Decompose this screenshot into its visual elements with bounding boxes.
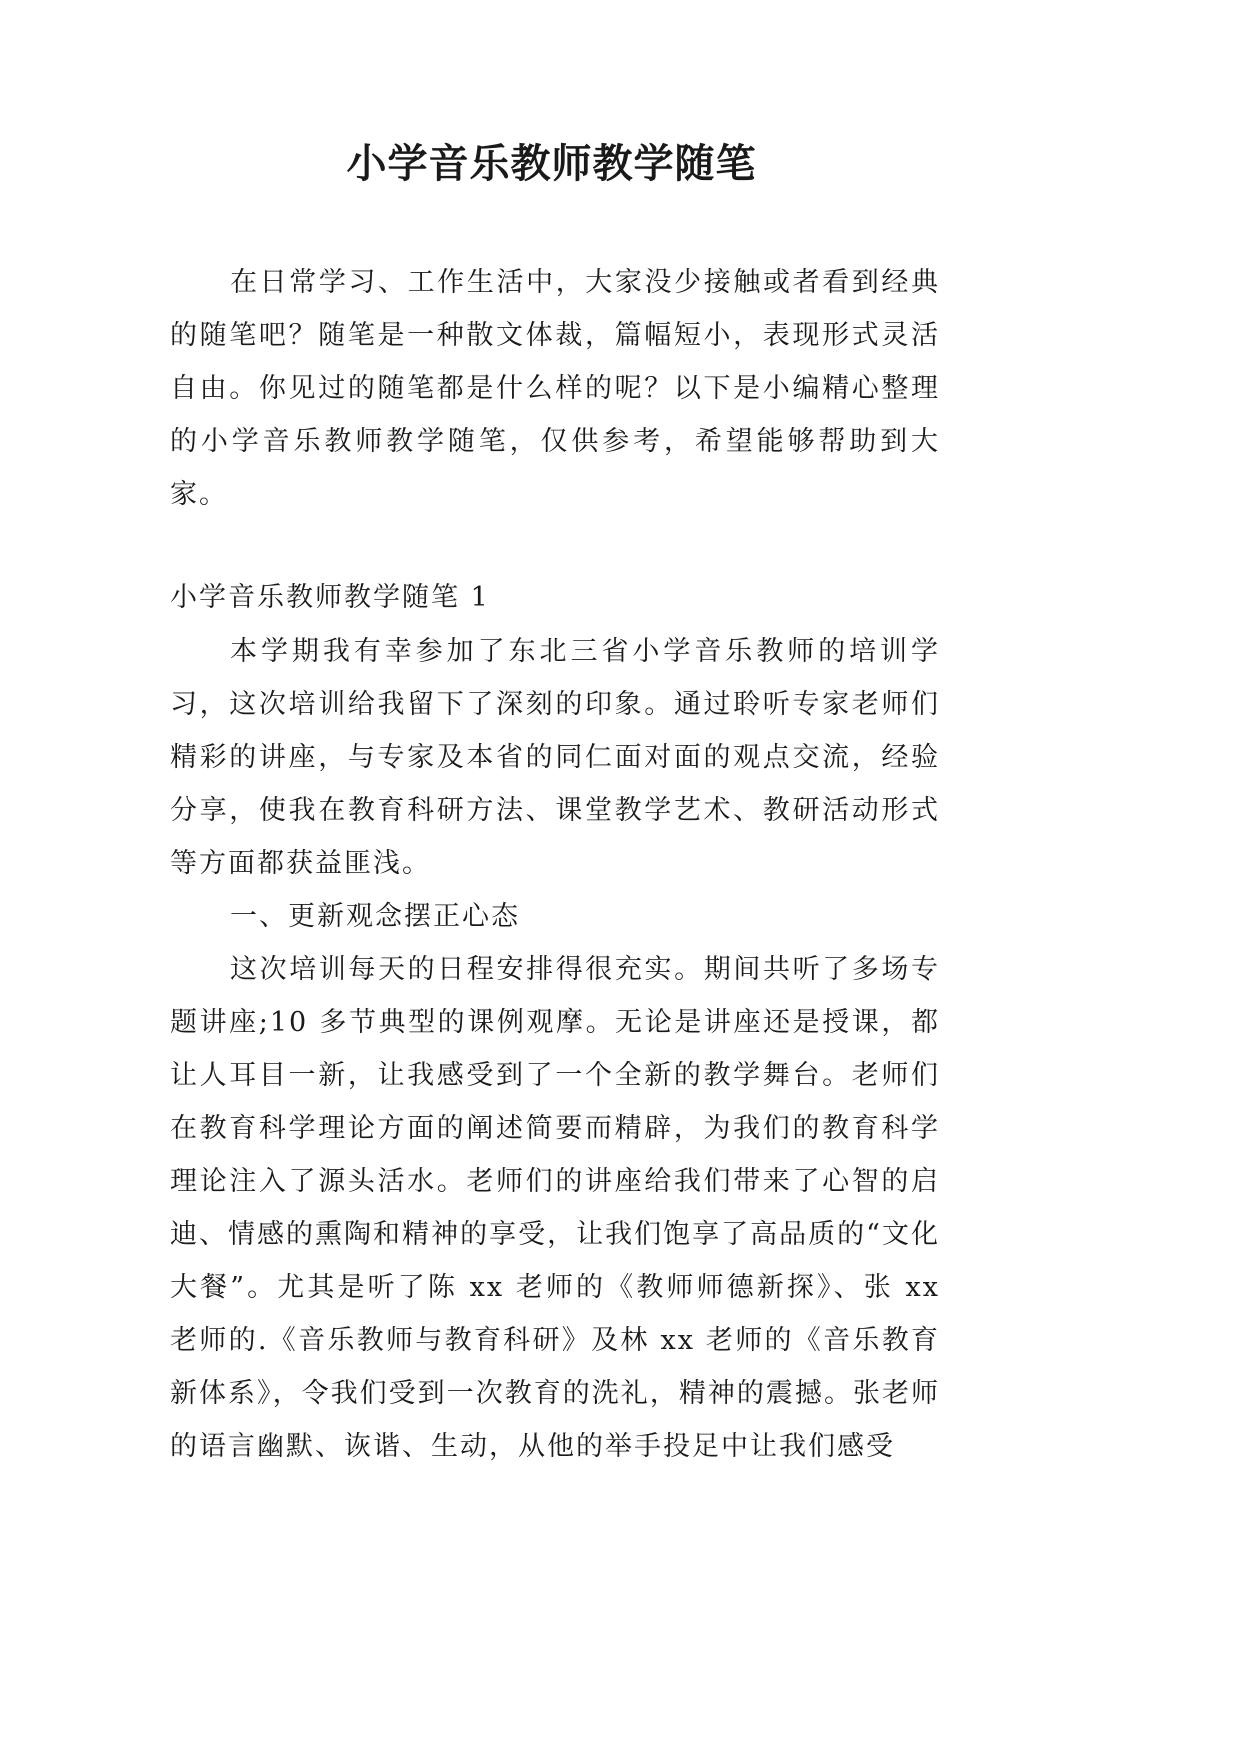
intro-paragraph: 在日常学习、工作生活中，大家没少接触或者看到经典的随笔吧？随笔是一种散文体裁，篇幅短小，表现形式灵活自由。你见过的随笔都是什么样的呢？以下是小编精心整理的小学音乐教师教学随笔，仅供参考，希望能够帮助到大家。 (170, 267, 940, 510)
document-body (170, 256, 940, 1473)
section-heading: 小学音乐教师教学随笔 1 (170, 582, 490, 613)
body-paragraph: 这次培训每天的日程安排得很充实。期间共听了多场专题讲座;10 多节典型的课例观摩。无论是讲座还是授课，都让人耳目一新，让我感受到了一个全新的教学舞台。老师们在教育科学理论方面的阐述简要而精辟，为我们的教育科学理论注入了源头活水。老师们的讲座给我们带来了心智的启迪、情感的熏陶和精神的享受，让我们饱享了高品质的“文化大餐”。尤其是听了陈 xx 老师的《教师师德新探》、张 xx 老师的.《音乐教师与教育科研》及林 xx 老师的《音乐教育新体系》，令我们受到一次教育的洗礼，精神的震撼。张老师的语言幽默、诙谐、生动，从他的举手投足中让我们感受 (170, 954, 940, 1462)
subheading-paragraph: 一、更新观念摆正心态 (230, 901, 520, 932)
body-paragraph: 本学期我有幸参加了东北三省小学音乐教师的培训学习，这次培训给我留下了深刻的印象。通过聆听专家老师们精彩的讲座，与专家及本省的同仁面对面的观点交流，经验分享，使我在教育科研方法、课堂教学艺术、教研活动形式等方面都获益匪浅。 (170, 636, 940, 879)
document-title: 小学音乐教师教学随笔 (346, 140, 757, 187)
